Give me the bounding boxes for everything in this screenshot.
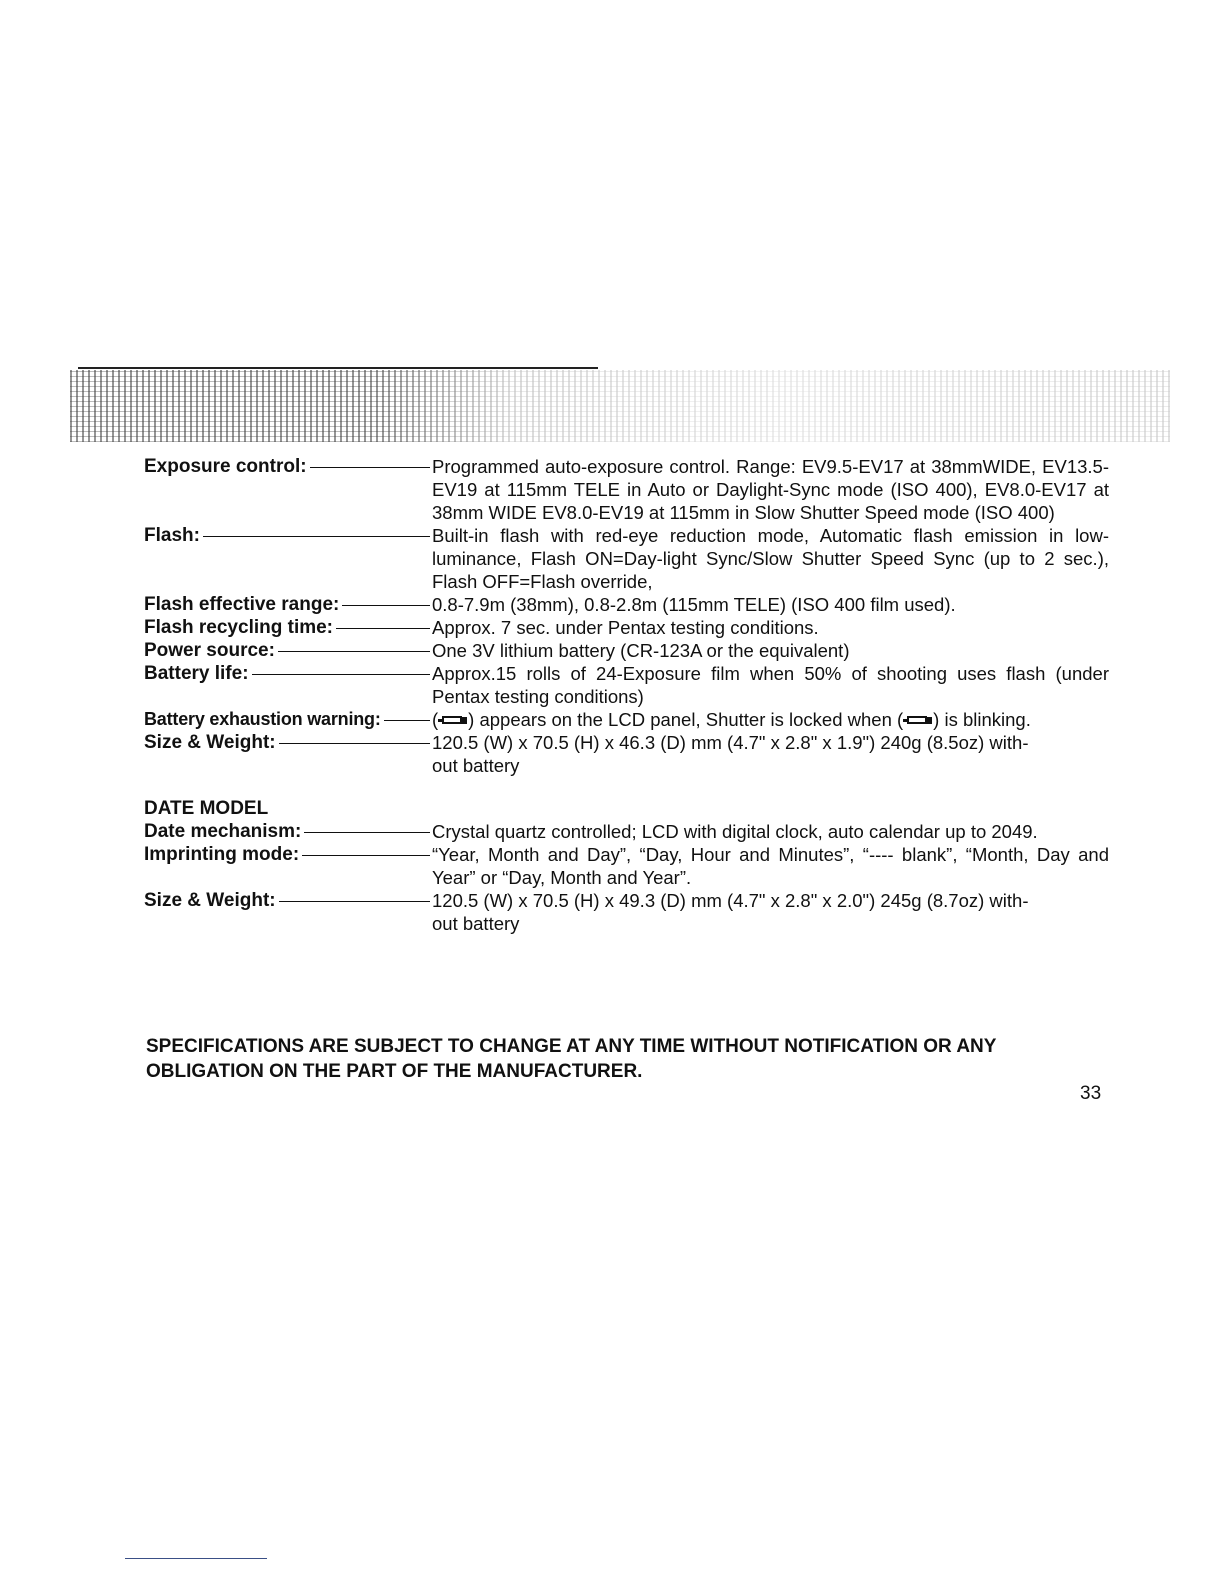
leader-line: [279, 901, 430, 902]
spec-value: Approx.15 rolls of 24-Exposure film when 50% of shooting uses flash (under Pentax testing conditions): [432, 663, 1109, 707]
spec-label: Date mechanism:: [144, 821, 302, 842]
spec-label: Exposure control:: [144, 456, 307, 477]
spec-value: Approx. 7 sec. under Pentax testing conditions.: [432, 617, 819, 638]
spec-row-battery-life: [144, 662, 1109, 708]
spec-value-part: ) is blinking.: [933, 709, 1031, 730]
spec-row-size-weight: [144, 731, 1109, 777]
spec-label: Flash effective range:: [144, 594, 340, 615]
spec-row-flash: [144, 524, 1109, 593]
spec-value: 120.5 (W) x 70.5 (H) x 49.3 (D) mm (4.7" x 2.8" x 2.0") 245g (8.7oz) with- out battery: [432, 890, 1029, 934]
spec-label: Battery exhaustion warning:: [144, 709, 381, 729]
spec-row-power-source: [144, 639, 1109, 662]
leader-line: [302, 855, 430, 856]
leader-line: [304, 832, 430, 833]
spec-row-date-mechanism: [144, 820, 1109, 843]
section-title-date-model: DATE MODEL: [144, 798, 269, 819]
spec-value: 0.8-7.9m (38mm), 0.8-2.8m (115mm TELE) (ISO 400 film used).: [432, 594, 956, 615]
spec-row-flash-effective-range: [144, 593, 1109, 616]
spec-label: Imprinting mode:: [144, 844, 300, 865]
spec-label: Size & Weight:: [144, 732, 276, 753]
spec-value: 120.5 (W) x 70.5 (H) x 46.3 (D) mm (4.7" x 2.8" x 1.9") 240g (8.5oz) with- out battery: [432, 732, 1029, 776]
spec-value: “Year, Month and Day”, “Day, Hour and Minutes”, “---- blank”, “Month, Day and Year” or “Day, Month and Year”.: [432, 844, 1109, 888]
specifications-list: [144, 455, 1109, 935]
header-band: [70, 370, 1170, 442]
spec-label: Flash:: [144, 525, 200, 546]
spec-value: Crystal quartz controlled; LCD with digital clock, auto calendar up to 2049.: [432, 821, 1038, 842]
spec-value: Programmed auto-exposure control. Range: EV9.5-EV17 at 38mmWIDE, EV13.5-EV19 at 115mm TELE in Auto or Daylight-Sync mode (ISO 400), EV8.0-EV17 at 38mm WIDE EV8.0-EV19 at 115mm in Slow Shutter Speed mode (ISO 400): [432, 456, 1109, 523]
bottom-rule: [125, 1558, 267, 1559]
leader-line: [384, 720, 430, 721]
spec-row-imprinting-mode: [144, 843, 1109, 889]
header-rule: [78, 367, 598, 369]
leader-line: [278, 651, 430, 652]
specifications-notice: SPECIFICATIONS ARE SUBJECT TO CHANGE AT ANY TIME WITHOUT NOTIFICATION OR ANY OBLIGATION ON THE PART OF THE MANUFACTURER.: [146, 1036, 997, 1082]
spec-row-battery-exhaustion-warning: [144, 708, 1109, 731]
spec-value-part: (: [432, 709, 439, 730]
spec-row-flash-recycling-time: [144, 616, 1109, 639]
leader-line: [203, 536, 430, 537]
leader-line: [279, 743, 430, 744]
battery-icon: [903, 714, 933, 727]
spec-label: Flash recycling time:: [144, 617, 334, 638]
spec-value: One 3V lithium battery (CR-123A or the equivalent): [432, 640, 850, 661]
spec-value-part: ) appears on the LCD panel, Shutter is locked when (: [468, 709, 904, 730]
battery-icon: [438, 714, 468, 727]
page-number: 33: [1080, 1083, 1102, 1104]
leader-line: [336, 628, 430, 629]
spec-value: Built-in flash with red-eye reduction mode, Automatic flash emission in low-luminance, Flash ON=Day-light Sync/Slow Shutter Speed Sync (up to 2 sec.), Flash OFF=Flash override,: [432, 525, 1109, 592]
spec-label: Battery life:: [144, 663, 249, 684]
spec-value: [432, 708, 1109, 731]
spec-row-date-size-weight: [144, 889, 1109, 935]
leader-line: [310, 467, 430, 468]
spec-label: Power source:: [144, 640, 275, 661]
leader-line: [252, 674, 430, 675]
spec-label: Size & Weight:: [144, 890, 276, 911]
spec-row-exposure-control: [144, 455, 1109, 524]
leader-line: [342, 605, 430, 606]
